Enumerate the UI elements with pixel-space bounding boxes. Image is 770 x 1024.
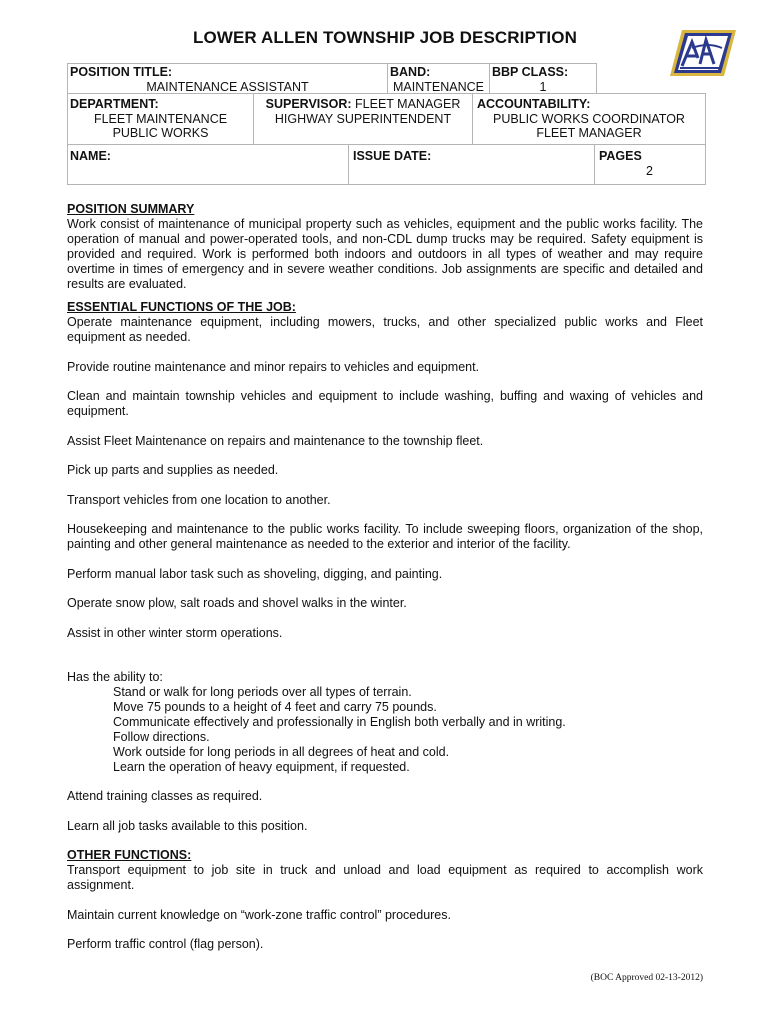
- issue-date-cell: [348, 145, 594, 185]
- supervisor-cell: [253, 93, 472, 145]
- essential-item: Assist in other winter storm operations.: [67, 625, 283, 640]
- approval-footer: (BOC Approved 02-13-2012): [590, 973, 703, 983]
- position-title-label: POSITION TITLE:: [70, 65, 173, 79]
- essential-item: Housekeeping and maintenance to the public works facility. To include sweeping floors, organization of the shop, painting and other general maintenance as needed to the exterior and interior of the facility.: [67, 522, 703, 551]
- other-item: Perform traffic control (flag person).: [67, 937, 264, 951]
- bbp-class-label: BBP CLASS:: [492, 65, 569, 79]
- bbp-class-cell: [489, 63, 597, 93]
- accountability-line2: FLEET MANAGER: [536, 126, 642, 140]
- document-body: [67, 202, 703, 952]
- essential-item: Operate maintenance equipment, including mowers, trucks, and other specialized public works and Fleet equipment as needed.: [67, 315, 703, 344]
- essential-item: Operate snow plow, salt roads and shovel walks in the winter.: [67, 596, 407, 610]
- bbp-class-value: 1: [539, 79, 547, 94]
- ability-intro: Has the ability to:: [67, 669, 163, 684]
- department-label: DEPARTMENT:: [70, 97, 159, 111]
- other-item: Transport equipment to job site in truck and unload and load equipment as required to accomplish work assignment.: [67, 863, 703, 892]
- position-summary-text: Work consist of maintenance of municipal property such as vehicles, equipment and the public works facility. The operation of manual and power-operated tools, and non-CDL dump trucks may be required. Safety equipment is provided and required. Work is performed both indoors and outdoors in all types of weather and may require overtime in times of emergency and in severe weather conditions. Job assignments are specific and detailed and results are evaluated.: [67, 217, 703, 291]
- band-cell: [387, 63, 489, 93]
- essential-item: Clean and maintain township vehicles and equipment to include washing, buffing and waxing of vehicles and equipment.: [67, 389, 703, 418]
- band-label: BAND:: [390, 65, 431, 79]
- accountability-cell: [472, 93, 706, 145]
- essential-item: Attend training classes as required.: [67, 789, 263, 803]
- supervisor-line2: HIGHWAY SUPERINTENDENT: [274, 111, 452, 126]
- ability-item: Follow directions.: [113, 729, 210, 744]
- essential-item: Perform manual labor task such as shoveling, digging, and painting.: [67, 566, 443, 581]
- issue-date-label: ISSUE DATE:: [353, 149, 432, 163]
- position-summary-heading: POSITION SUMMARY: [67, 202, 195, 216]
- accountability-label: ACCOUNTABILITY:: [477, 97, 591, 111]
- name-cell: [67, 145, 348, 185]
- ability-item: Learn the operation of heavy equipment, if requested.: [113, 759, 410, 774]
- essential-item: Transport vehicles from one location to another.: [67, 492, 331, 507]
- department-cell: [67, 93, 253, 145]
- position-title-value: MAINTENANCE ASSISTANT: [146, 79, 309, 94]
- essential-item: Assist Fleet Maintenance on repairs and maintenance to the township fleet.: [67, 433, 484, 448]
- essential-item: Learn all job tasks available to this position.: [67, 818, 308, 833]
- accountability-line1: PUBLIC WORKS COORDINATOR: [493, 111, 685, 126]
- ability-item: Work outside for long periods in all degrees of heat and cold.: [113, 744, 450, 759]
- page-title: LOWER ALLEN TOWNSHIP JOB DESCRIPTION: [193, 28, 577, 47]
- pages-cell: [594, 145, 706, 185]
- pages-value: 2: [646, 163, 653, 178]
- ability-item: Communicate effectively and professionally in English both verbally and in writing.: [113, 714, 566, 729]
- township-logo: [668, 28, 738, 78]
- supervisor-label: SUPERVISOR:: [265, 97, 352, 111]
- position-title-cell: [67, 63, 387, 93]
- ability-item: Move 75 pounds to a height of 4 feet and carry 75 pounds.: [113, 699, 437, 714]
- ability-item: Stand or walk for long periods over all types of terrain.: [113, 684, 412, 699]
- essential-functions-heading: ESSENTIAL FUNCTIONS OF THE JOB:: [67, 300, 296, 314]
- other-functions-heading: OTHER FUNCTIONS:: [67, 848, 192, 862]
- essential-item: Provide routine maintenance and minor repairs to vehicles and equipment.: [67, 359, 480, 374]
- essential-item: Pick up parts and supplies as needed.: [67, 463, 279, 477]
- name-label: NAME:: [70, 149, 111, 163]
- supervisor-line1: FLEET MANAGER: [355, 97, 461, 111]
- band-value: MAINTENANCE: [393, 79, 484, 94]
- department-line2: PUBLIC WORKS: [112, 126, 209, 140]
- other-item: Maintain current knowledge on “work-zone traffic control” procedures.: [67, 907, 451, 922]
- pages-label: PAGES: [599, 149, 642, 163]
- department-line1: FLEET MAINTENANCE: [93, 111, 228, 126]
